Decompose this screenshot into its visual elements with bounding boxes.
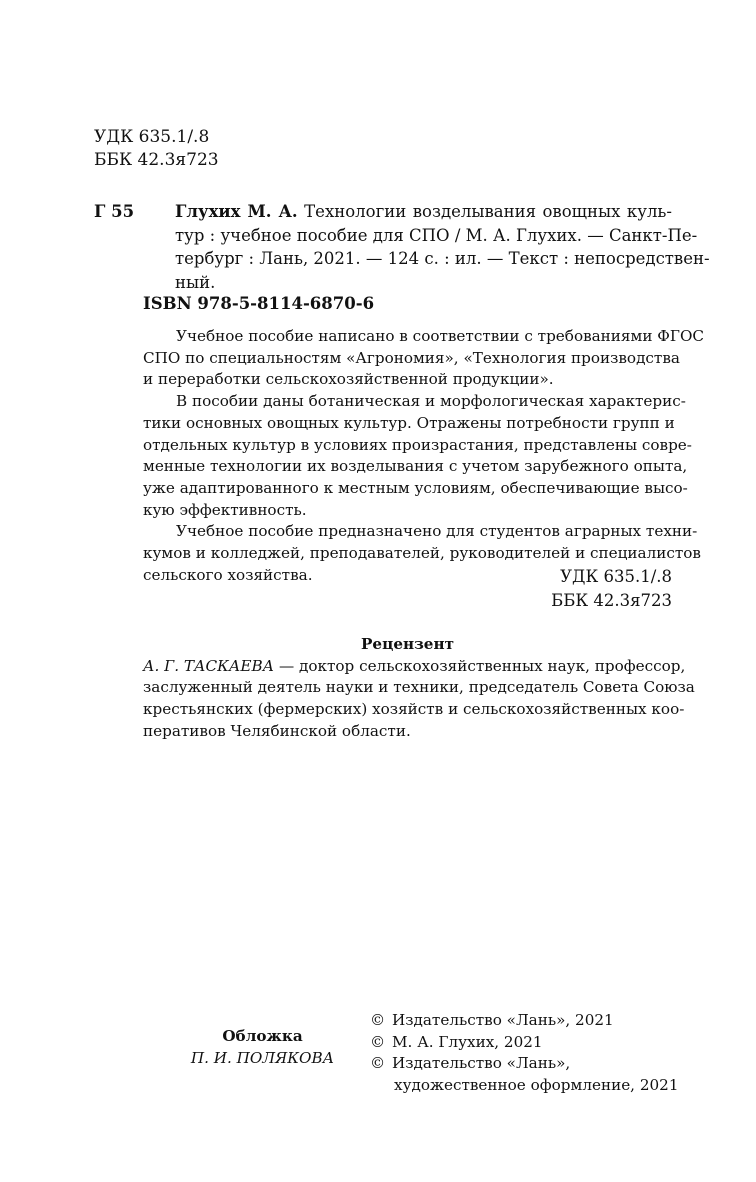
annotation-line: сельского хозяйства. [143,565,313,584]
author-sign: Г 55 [94,202,135,221]
bbk-code: ББК 42.3я723 [94,150,219,170]
copyright-icon: © [370,1054,386,1073]
udk-code: УДК 635.1/.8 [94,127,210,147]
copyright-holder: М. А. Глухих, 2021 [392,1032,543,1051]
annotation-line: тики основных овощных культур. Отражены потребности групп и [143,413,675,432]
copyright-continuation: художественное оформление, 2021 [394,1076,679,1095]
reviewer-text: — доктор сельскохозяйственных наук, профессор, [274,656,686,675]
bibliographic-record [175,200,710,294]
copyright-line [370,1032,679,1054]
copyright-line [370,1075,679,1097]
reviewer-name: А. Г. ТАСКАЕВА [143,656,275,675]
annotation-line: СПО по специальностям «Агрономия», «Технология производства [143,348,680,367]
biblio-line [175,200,672,224]
annotation-line: Учебное пособие написано в соответствии с требованиями ФГОС [176,327,705,345]
annotation-line: менные технологии их возделывания с учетом зарубежного опыта, [143,457,688,476]
annotation-line: уже адаптированного к местным условиям, обеспечивающие высо- [143,478,688,497]
reviewer-block [143,634,695,743]
copyright-line [370,1010,679,1032]
copyright-icon: © [370,1011,386,1029]
annotation-line: Учебное пособие предназначено для студентов аграрных техни- [176,522,698,541]
udk-code: УДК 635.1/.8 [560,567,672,586]
bbk-code: ББК 42.3я723 [551,590,672,610]
copyright-holder: Издательство «Лань», 2021 [392,1011,614,1029]
cover-credit [160,1026,365,1069]
isbn: ISBN 978-5-8114-6870-6 [143,294,375,313]
biblio-line: тур : учебное пособие для СПО / М. А. Глухих. — Санкт-Пе- [175,225,698,245]
copyright-block [370,1010,679,1097]
biblio-line: тербург : Лань, 2021. — 124 с. : ил. — Текст : непосредствен- [175,249,710,268]
annotation-line: и переработки сельскохозяйственной продукции». [143,370,554,389]
annotation-line: кую эффективность. [143,500,307,519]
classification-footer [551,565,672,612]
reviewer-line: заслуженный деятель науки и техники, председатель Совета Союза [143,678,695,697]
annotation-line: кумов и колледжей, преподавателей, руководителей и специалистов [143,544,701,563]
biblio-text: Технологии возделывания овощных куль- [304,202,672,221]
copyright-icon: © [370,1032,386,1051]
author-name: Глухих М. А. [175,202,298,221]
copyright-holder: Издательство «Лань», [392,1054,571,1073]
reviewer-line [143,656,686,678]
reviewer-line: перативов Челябинской области. [143,721,411,740]
annotation [143,326,705,586]
cover-designer: П. И. ПОЛЯКОВА [190,1048,335,1067]
annotation-line: В пособии даны ботаническая и морфологическая характерис- [176,392,686,411]
classification-header [94,126,219,172]
annotation-line: отдельных культур в условиях произрастания, представлены совре- [143,435,692,454]
copyright-line [370,1053,679,1075]
reviewer-title: Рецензент [361,635,454,653]
biblio-line: ный. [175,272,216,292]
reviewer-line: крестьянских (фермерских) хозяйств и сельскохозяйственных коо- [143,700,685,719]
cover-title: Обложка [222,1027,303,1045]
